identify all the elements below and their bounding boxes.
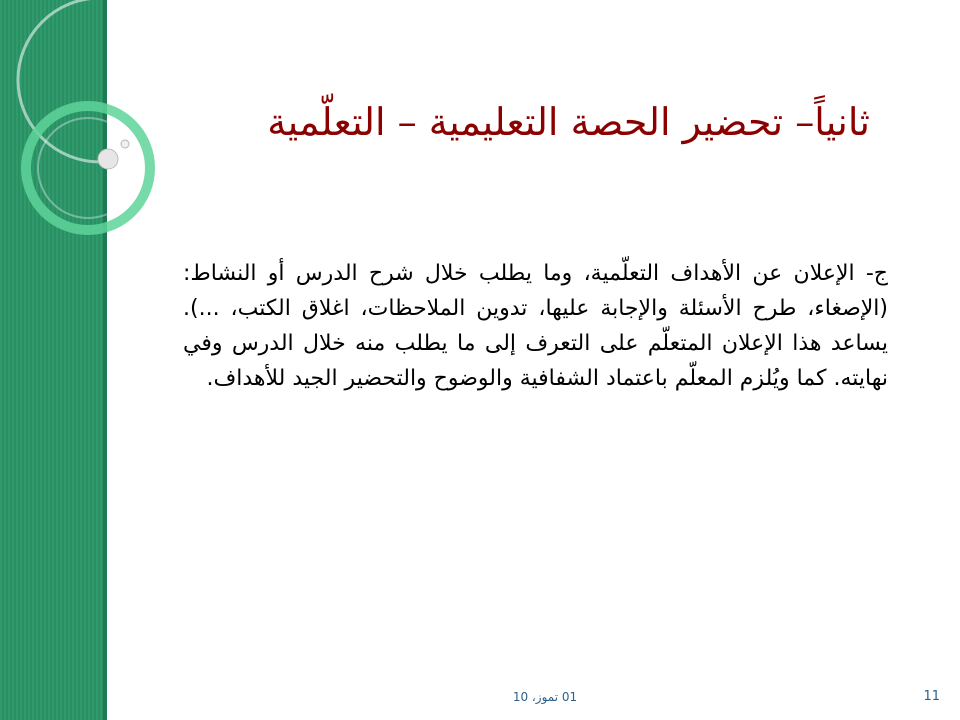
decor-bubble-large — [98, 149, 118, 169]
page-number: 11 — [923, 689, 940, 704]
footer-date: 01 تموز، 10 — [512, 690, 578, 704]
decor-inner-ring — [38, 118, 138, 218]
slide-title: ثانياً– تحضير الحصة التعليمية – التعلّمية — [267, 100, 870, 144]
slide-body-text: ج- الإعلان عن الأهداف التعلّمية، وما يطلب خلال شرح الدرس أو النشاط: (الإصغاء، طرح الأسئلة والإجابة عليها، تدوين الملاحظات، اغلاق الكتب، ...). يساعد هذا الإعلان المتعلّم على التعرف إلى ما يطلب منه خلال الدرس وفي نهايته. كما ويُلزم المعلّم باعتماد الشفافية والوضوح والتحضير الجيد للأهداف. — [183, 261, 888, 391]
decor-green-ring — [26, 106, 150, 230]
decor-bubble-small — [121, 140, 129, 148]
decor-large-ring — [18, 0, 182, 162]
